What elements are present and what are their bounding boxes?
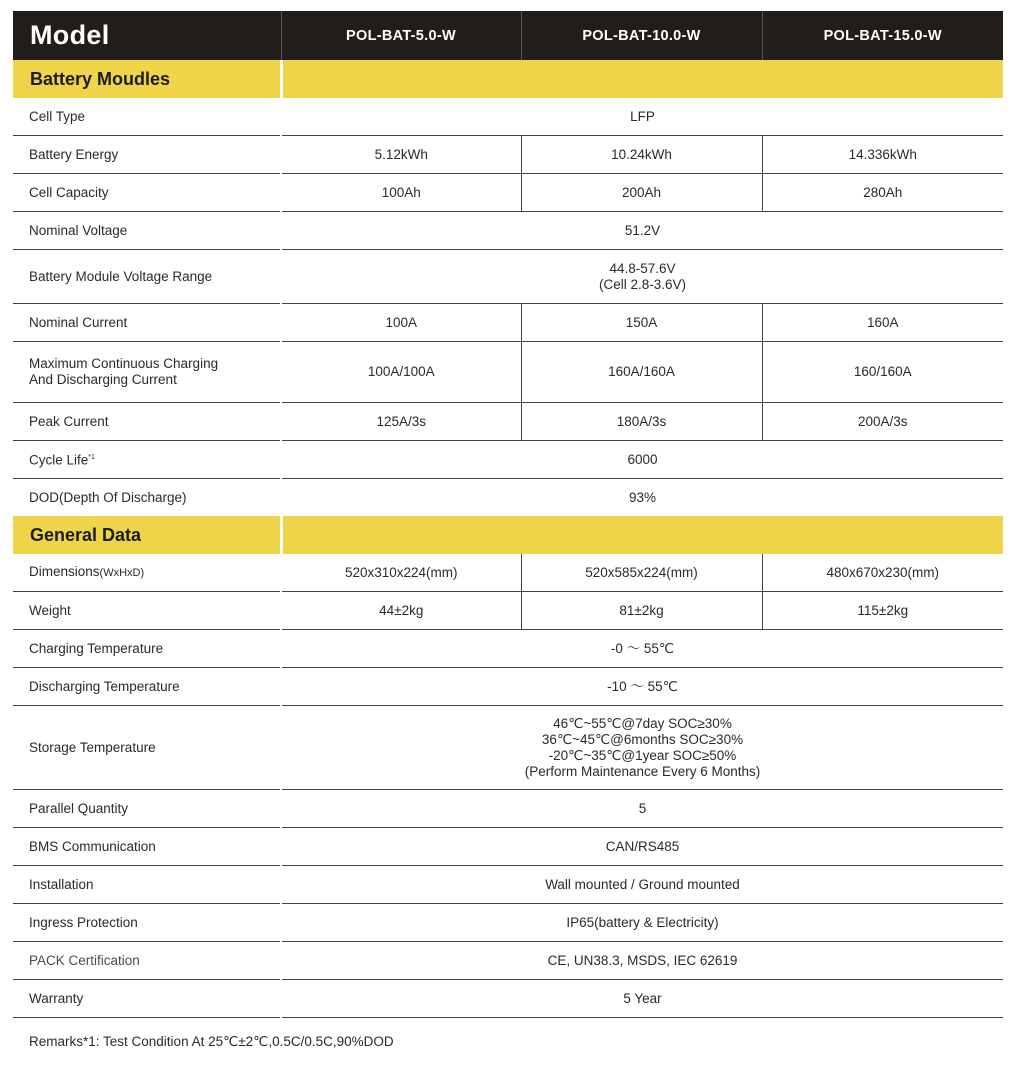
row-value xyxy=(281,706,1003,790)
row-label: Cell Capacity xyxy=(13,174,281,212)
spec-table xyxy=(13,11,1003,1018)
model-name: POL-BAT-5.0-W xyxy=(281,11,521,60)
row-value: 115±2kg xyxy=(762,592,1003,630)
row-label xyxy=(13,441,281,479)
row-value: CAN/RS485 xyxy=(281,828,1003,866)
table-row xyxy=(13,630,1003,668)
row-value: 51.2V xyxy=(281,212,1003,250)
table-row xyxy=(13,479,1003,517)
value-line: 36℃~45℃@6months SOC≥30% xyxy=(541,731,744,747)
model-label: Model xyxy=(13,11,281,60)
value-line: (Perform Maintenance Every 6 Months) xyxy=(524,763,761,779)
label-line: And Discharging Current xyxy=(29,372,177,387)
row-label: Storage Temperature xyxy=(13,706,281,790)
table-row xyxy=(13,403,1003,441)
table-row xyxy=(13,828,1003,866)
row-value: 100A xyxy=(281,304,521,342)
row-label: Nominal Current xyxy=(13,304,281,342)
row-value: CE, UN38.3, MSDS, IEC 62619 xyxy=(281,942,1003,980)
row-value: 520x585x224(mm) xyxy=(521,554,762,592)
value-line: 46℃~55℃@7day SOC≥30% xyxy=(553,715,732,731)
row-label: Peak Current xyxy=(13,403,281,441)
label-text: Cycle Life xyxy=(29,452,89,468)
table-row xyxy=(13,980,1003,1018)
table-row xyxy=(13,706,1003,790)
row-value: -10 ～ 55℃ xyxy=(281,668,1003,706)
table-row xyxy=(13,212,1003,250)
row-value: 100A/100A xyxy=(281,342,521,403)
row-value: 160A/160A xyxy=(521,342,762,403)
row-label: Installation xyxy=(13,866,281,904)
row-label: Discharging Temperature xyxy=(13,668,281,706)
row-value: -0 ～ 55℃ xyxy=(281,630,1003,668)
model-name: POL-BAT-10.0-W xyxy=(521,11,762,60)
row-value: 6000 xyxy=(281,441,1003,479)
row-label: Weight xyxy=(13,592,281,630)
table-row xyxy=(13,904,1003,942)
row-value: IP65(battery & Electricity) xyxy=(281,904,1003,942)
spec-table-container xyxy=(13,11,1003,1018)
section-title: General Data xyxy=(13,516,281,554)
row-label: Charging Temperature xyxy=(13,630,281,668)
row-value xyxy=(281,250,1003,304)
row-value: 81±2kg xyxy=(521,592,762,630)
table-row xyxy=(13,304,1003,342)
table-row xyxy=(13,668,1003,706)
label-sub: (WxHxD) xyxy=(99,567,145,579)
table-row xyxy=(13,98,1003,136)
label-text: Dimensions xyxy=(29,564,100,579)
section-title: Battery Moudles xyxy=(13,60,281,98)
row-value: Wall mounted / Ground mounted xyxy=(281,866,1003,904)
row-value: 5 xyxy=(281,790,1003,828)
value-line: (Cell 2.8-3.6V) xyxy=(598,276,687,292)
row-value: 10.24kWh xyxy=(521,136,762,174)
row-label: BMS Communication xyxy=(13,828,281,866)
row-value: 200A/3s xyxy=(762,403,1003,441)
table-row xyxy=(13,250,1003,304)
row-label: PACK Certification xyxy=(13,942,281,980)
row-value: 14.336kWh xyxy=(762,136,1003,174)
table-row xyxy=(13,592,1003,630)
row-label: Battery Energy xyxy=(13,136,281,174)
row-label xyxy=(13,554,281,592)
section-header-battery xyxy=(13,60,1003,98)
table-row xyxy=(13,136,1003,174)
row-value: 100Ah xyxy=(281,174,521,212)
table-row xyxy=(13,174,1003,212)
value-line: -20℃~35℃@1year SOC≥50% xyxy=(548,747,737,763)
table-row xyxy=(13,866,1003,904)
row-value: 480x670x230(mm) xyxy=(762,554,1003,592)
table-row xyxy=(13,554,1003,592)
row-label: Cell Type xyxy=(13,98,281,136)
row-label: Warranty xyxy=(13,980,281,1018)
value-line: 44.8-57.6V xyxy=(609,260,676,276)
row-value: 160A xyxy=(762,304,1003,342)
table-row xyxy=(13,441,1003,479)
row-value: 5 Year xyxy=(281,980,1003,1018)
section-fill xyxy=(281,60,1003,98)
row-value: 160/160A xyxy=(762,342,1003,403)
model-name: POL-BAT-15.0-W xyxy=(762,11,1003,60)
section-header-general xyxy=(13,516,1003,554)
row-label: Ingress Protection xyxy=(13,904,281,942)
row-label: Nominal Voltage xyxy=(13,212,281,250)
section-fill xyxy=(281,516,1003,554)
row-value: 5.12kWh xyxy=(281,136,521,174)
row-label: Parallel Quantity xyxy=(13,790,281,828)
model-header-row xyxy=(13,11,1003,60)
table-row xyxy=(13,942,1003,980)
row-value: 93% xyxy=(628,489,657,505)
label-line: Maximum Continuous Charging xyxy=(29,356,219,371)
row-value: 150A xyxy=(521,304,762,342)
footnote-marker: *1 xyxy=(88,454,95,462)
remarks-note: Remarks*1: Test Condition At 25℃±2℃,0.5C/0.5C,90%DOD xyxy=(29,1034,394,1049)
row-value: 280Ah xyxy=(762,174,1003,212)
row-label xyxy=(13,342,281,403)
row-value: 200Ah xyxy=(521,174,762,212)
row-value: 44±2kg xyxy=(281,592,521,630)
row-value: 125A/3s xyxy=(281,403,521,441)
row-label: Battery Module Voltage Range xyxy=(13,250,281,304)
row-value: LFP xyxy=(281,98,1003,136)
row-label: DOD(Depth Of Discharge) xyxy=(13,479,281,517)
row-value: 180A/3s xyxy=(521,403,762,441)
row-value: 520x310x224(mm) xyxy=(281,554,521,592)
table-row xyxy=(13,342,1003,403)
table-row xyxy=(13,790,1003,828)
